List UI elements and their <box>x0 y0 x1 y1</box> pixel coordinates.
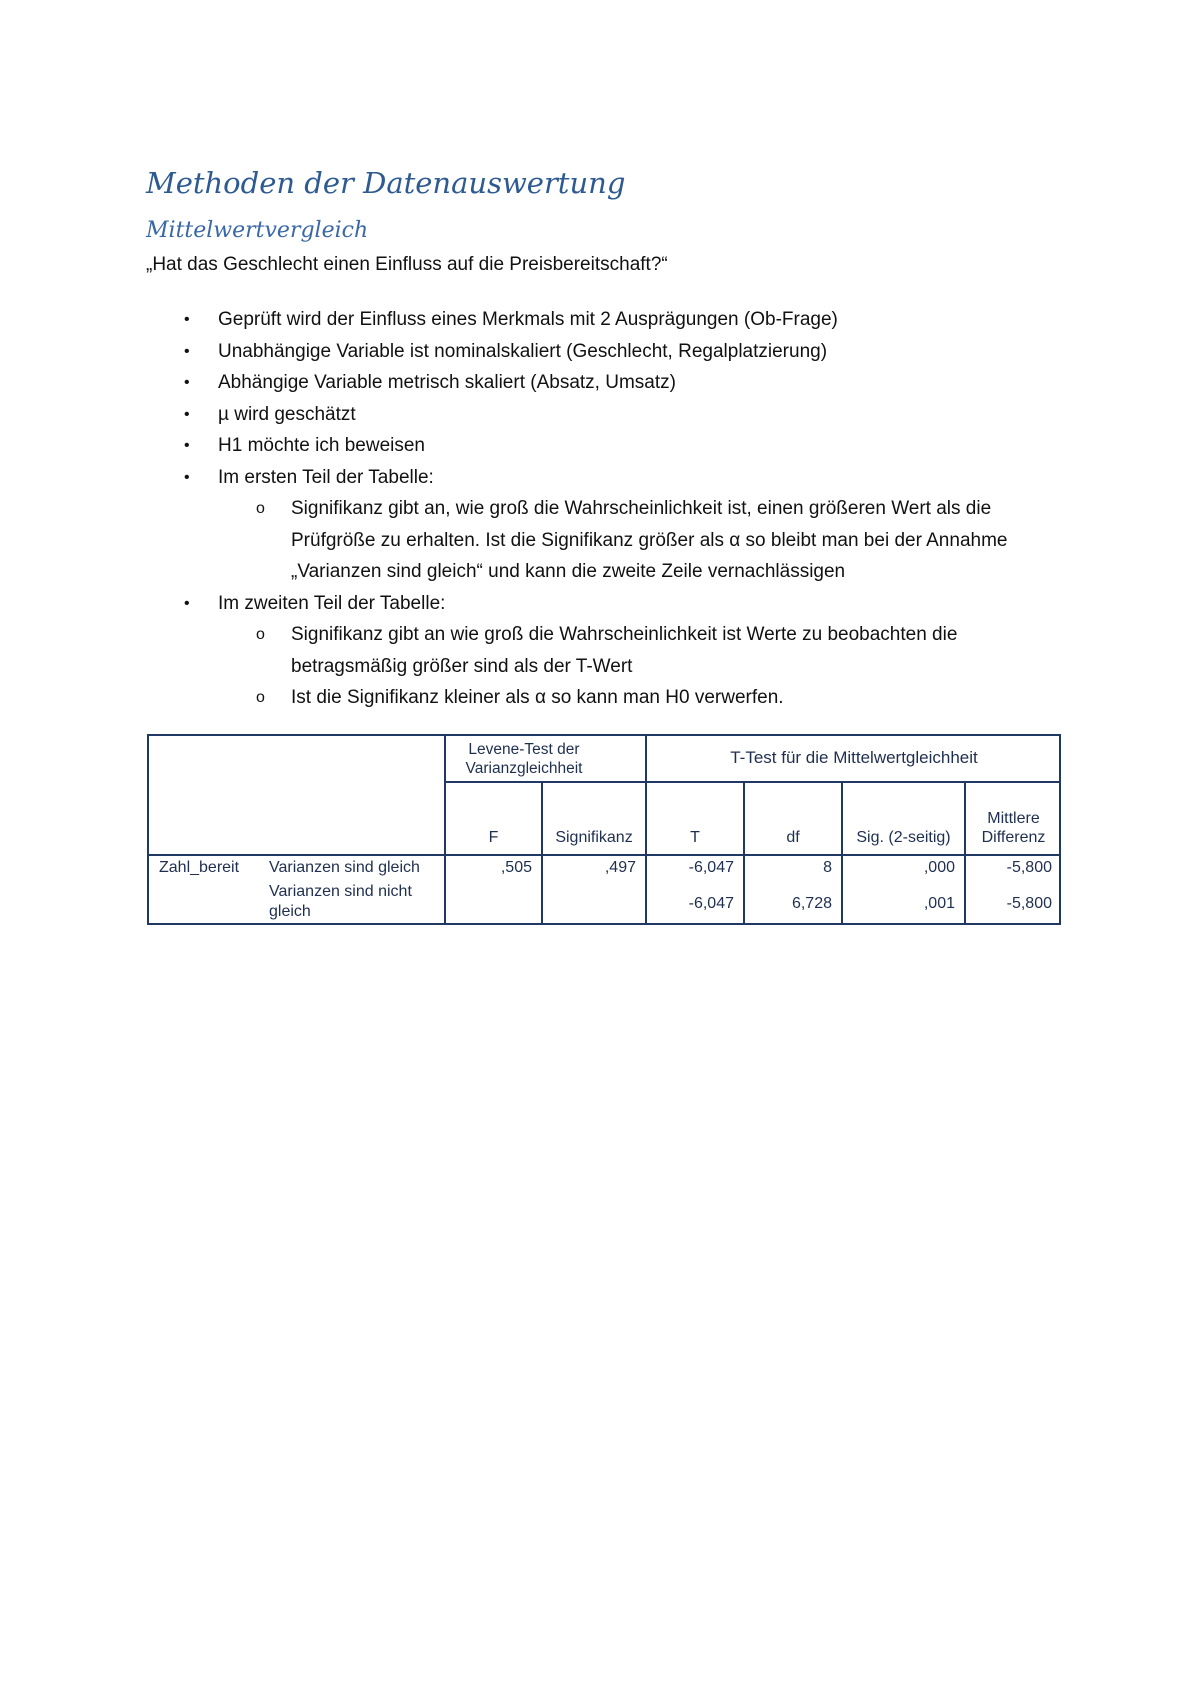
sub-bullet-marker: o <box>256 500 265 517</box>
list-item-text: Im ersten Teil der Tabelle: <box>218 466 434 488</box>
sub-bullet-marker: o <box>256 626 265 643</box>
ttest-group-header: T-Test für die Mittelwertgleichheit <box>730 748 978 767</box>
list-item <box>0 588 1200 620</box>
table-cell-sig-2-tailed: ,001 <box>923 895 955 912</box>
bullet-list <box>0 304 1200 714</box>
table-cell-mean-difference: -5,800 <box>1006 859 1052 876</box>
column-header-significance: Signifikanz <box>555 829 633 846</box>
sub-bullet-marker: o <box>256 689 265 706</box>
column-header-mean-difference: Mittlere Differenz <box>981 810 1046 846</box>
document-title: Methoden der Datenauswertung <box>146 166 626 200</box>
table-header-rule <box>149 854 1061 856</box>
table-cell-f: ,505 <box>500 859 532 876</box>
table-rule <box>445 781 1061 783</box>
bullet-marker: • <box>184 311 190 328</box>
levene-group-header: Levene-Test der Varianzgleichheit <box>465 741 583 777</box>
sub-bullet-list <box>0 619 1200 714</box>
list-item-text: Im zweiten Teil der Tabelle: <box>218 592 446 614</box>
sub-list-container <box>0 619 1200 714</box>
column-header-sig-2-tailed: Sig. (2-seitig) <box>856 829 951 846</box>
list-item-text: Abhängige Variable metrisch skaliert (Absatz, Umsatz) <box>218 372 676 393</box>
list-item-text: Geprüft wird der Einfluss eines Merkmals mit 2 Ausprägungen (Ob-Frage) <box>218 309 838 330</box>
list-item <box>0 462 1200 494</box>
column-header-df: df <box>786 829 800 846</box>
sub-list-container <box>0 493 1200 588</box>
sub-list-item-text: Ist die Signifikanz kleiner als α so kann man H0 verwerfen. <box>291 687 784 708</box>
variable-label: Zahl_bereit <box>159 859 240 876</box>
list-item-text: Unabhängige Variable ist nominalskaliert (Geschlecht, Regalplatzierung) <box>218 340 828 362</box>
list-item <box>0 430 1200 462</box>
row-label: Varianzen sind gleich <box>269 859 420 876</box>
bullet-marker: • <box>184 342 190 360</box>
bullet-marker: • <box>184 405 190 423</box>
sub-list-item-text: Signifikanz gibt an wie groß die Wahrscheinlichkeit ist Werte zu beobachten die betragsmäßig größer sind als der T-Wert <box>291 624 958 677</box>
sub-list-item-text: Signifikanz gibt an, wie groß die Wahrscheinlichkeit ist, einen größeren Wert als die Prüfgröße zu erhalten. Ist die Signifikanz größer als α so bleibt man bei der Annahme „Varianzen sind gleich“ und kann die zweite Zeile vernachlässigen <box>291 498 1008 582</box>
list-item <box>0 367 1200 399</box>
list-item <box>0 336 1200 368</box>
ttest-results-table <box>147 734 1061 925</box>
sub-list-item <box>0 619 1200 682</box>
table-cell-df: 8 <box>823 859 832 876</box>
list-item <box>0 304 1200 336</box>
sub-list-item <box>0 682 1200 714</box>
table-cell-sig-2-tailed: ,000 <box>923 859 955 876</box>
table-cell-significance: ,497 <box>604 859 636 876</box>
bullet-marker: • <box>184 468 190 486</box>
column-header-t: T <box>690 829 700 846</box>
list-item-text: µ wird geschätzt <box>218 403 356 425</box>
research-question: „Hat das Geschlecht einen Einfluss auf die Preisbereitschaft?“ <box>146 254 668 275</box>
list-item <box>0 399 1200 431</box>
sub-list-item <box>0 493 1200 588</box>
bullet-marker: • <box>184 437 190 454</box>
bullet-marker: • <box>184 594 190 612</box>
column-header-f: F <box>488 829 499 846</box>
list-item-text: H1 möchte ich beweisen <box>218 435 425 456</box>
table-cell-df: 6,728 <box>791 895 832 912</box>
table-cell-t: -6,047 <box>688 895 734 912</box>
table-cell-mean-difference: -5,800 <box>1006 895 1052 912</box>
table-col-rule <box>541 781 543 925</box>
section-heading: Mittelwertvergleich <box>146 218 369 243</box>
row-label: Varianzen sind nicht gleich <box>269 883 412 920</box>
table-cell-t: -6,047 <box>688 859 734 876</box>
bullet-marker: • <box>184 374 190 391</box>
sub-bullet-list <box>0 493 1200 588</box>
